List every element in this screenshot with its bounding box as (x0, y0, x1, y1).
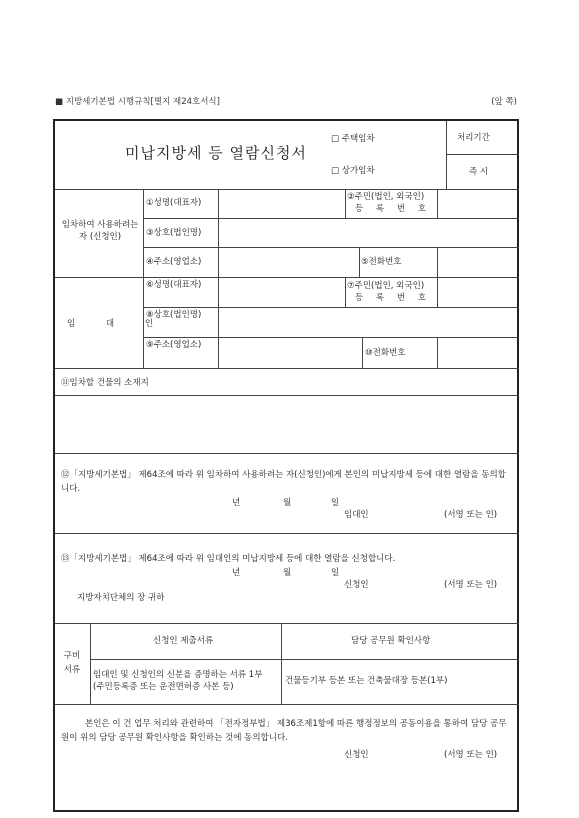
application-month: 월 (283, 568, 292, 578)
landlord-phone-field[interactable] (438, 338, 518, 367)
application-signature[interactable]: (서명 또는 인) (444, 580, 498, 590)
landlord-address-label: ⑨주소(영업소) (146, 340, 202, 350)
landlord-id-label: ⑦주민(법인, 외국인) (347, 281, 425, 291)
official-check-header: 담당 공무원 확인사항 (351, 636, 431, 646)
applicant-doc-item: 임대인 및 신청인의 신분을 증명하는 서류 1부 (93, 670, 263, 680)
tenant-id-label: ②주민(법인, 외국인) (347, 192, 425, 202)
house-lease-checkbox[interactable]: □ 주택임차 (331, 134, 375, 144)
required-docs-label: 구비 서류 (63, 651, 81, 675)
application-day: 일 (331, 568, 340, 578)
consent-month: 월 (283, 498, 292, 508)
landlord-address-field[interactable] (219, 338, 362, 367)
tenant-id-field[interactable] (438, 190, 518, 217)
consent-statement: ⑫「지방세기본법」 제64조에 따라 위 임차하여 사용하려는 자(신청인)에게 본인의 미납지방세 등에 대한 열람을 동의합니다. (61, 470, 506, 494)
landlord-name-field[interactable] (219, 278, 344, 306)
agreement-signer-label: 신청인 (344, 750, 369, 760)
info-sharing-agreement: 본인은 이 건 업무 처리와 관련하여 「전자정부법」 제36조제1항에 따른 행정정보의 공동이용을 통하여 담당 공무원이 위의 담당 공무원 확인사항을 확인하는 것에 동의합니다. (61, 719, 507, 743)
tenant-company-label: ③상호(법인명) (146, 228, 202, 238)
tenant-phone-label: ⑤전화번호 (361, 257, 402, 267)
landlord-company-field[interactable] (219, 308, 519, 336)
page-side: (앞 쪽) (491, 97, 517, 107)
processing-period-value: 즉 시 (469, 167, 489, 177)
building-address-label: ⑪임차할 건물의 소재지 (61, 378, 149, 388)
consent-day: 일 (331, 498, 340, 508)
tenant-section-label: 임차하여 사용하려는 자 (신청인) (61, 220, 139, 242)
landlord-name-label: ⑥성명(대표자) (146, 280, 202, 290)
tenant-id-label-2: 등 록 번 호 (355, 204, 431, 214)
tenant-name-field[interactable] (219, 190, 344, 217)
tenant-address-label: ④주소(영업소) (146, 257, 202, 267)
commercial-lease-checkbox[interactable]: □ 상가임차 (331, 166, 375, 176)
application-statement: ⑬「지방세기본법」 제64조에 따라 위 임대인의 미납지방세 등에 대한 열람을 신청합니다. (61, 554, 396, 564)
application-signer-label: 신청인 (344, 580, 369, 590)
tenant-address-field[interactable] (219, 248, 359, 276)
agreement-signature[interactable]: (서명 또는 인) (444, 750, 498, 760)
tenant-company-field[interactable] (219, 219, 519, 246)
applicant-doc-item-note: (주민등록증 또는 운전면허증 사본 등) (93, 682, 234, 692)
landlord-section-label: 임 대 인 (67, 319, 168, 329)
application-year: 년 (232, 568, 241, 578)
addressee: 지방자치단체의 장 귀하 (77, 593, 165, 603)
consent-signature[interactable]: (서명 또는 인) (444, 510, 498, 520)
landlord-company-label: ⑧상호(법인명) (146, 310, 202, 320)
consent-signer-label: 임대인 (344, 510, 369, 520)
tenant-name-label: ①성명(대표자) (146, 198, 202, 208)
landlord-id-label-2: 등 록 번 호 (355, 293, 431, 303)
landlord-phone-label: ⑩전화번호 (365, 348, 406, 358)
official-doc-item: 건물등기부 등본 또는 건축물대장 등본(1부) (285, 676, 448, 686)
consent-year: 년 (232, 498, 241, 508)
tenant-phone-field[interactable] (438, 248, 518, 276)
form-reference: ■ 지방세기본법 시행규칙[별지 제24호서식] (55, 97, 220, 107)
form-title: 미납지방세 등 열람신청서 (125, 144, 307, 162)
processing-period-label: 처리기간 (457, 133, 490, 143)
landlord-id-field[interactable] (438, 278, 518, 306)
application-form (53, 119, 519, 812)
building-address-field[interactable] (56, 396, 518, 452)
applicant-docs-header: 신청인 제출서류 (153, 636, 214, 646)
